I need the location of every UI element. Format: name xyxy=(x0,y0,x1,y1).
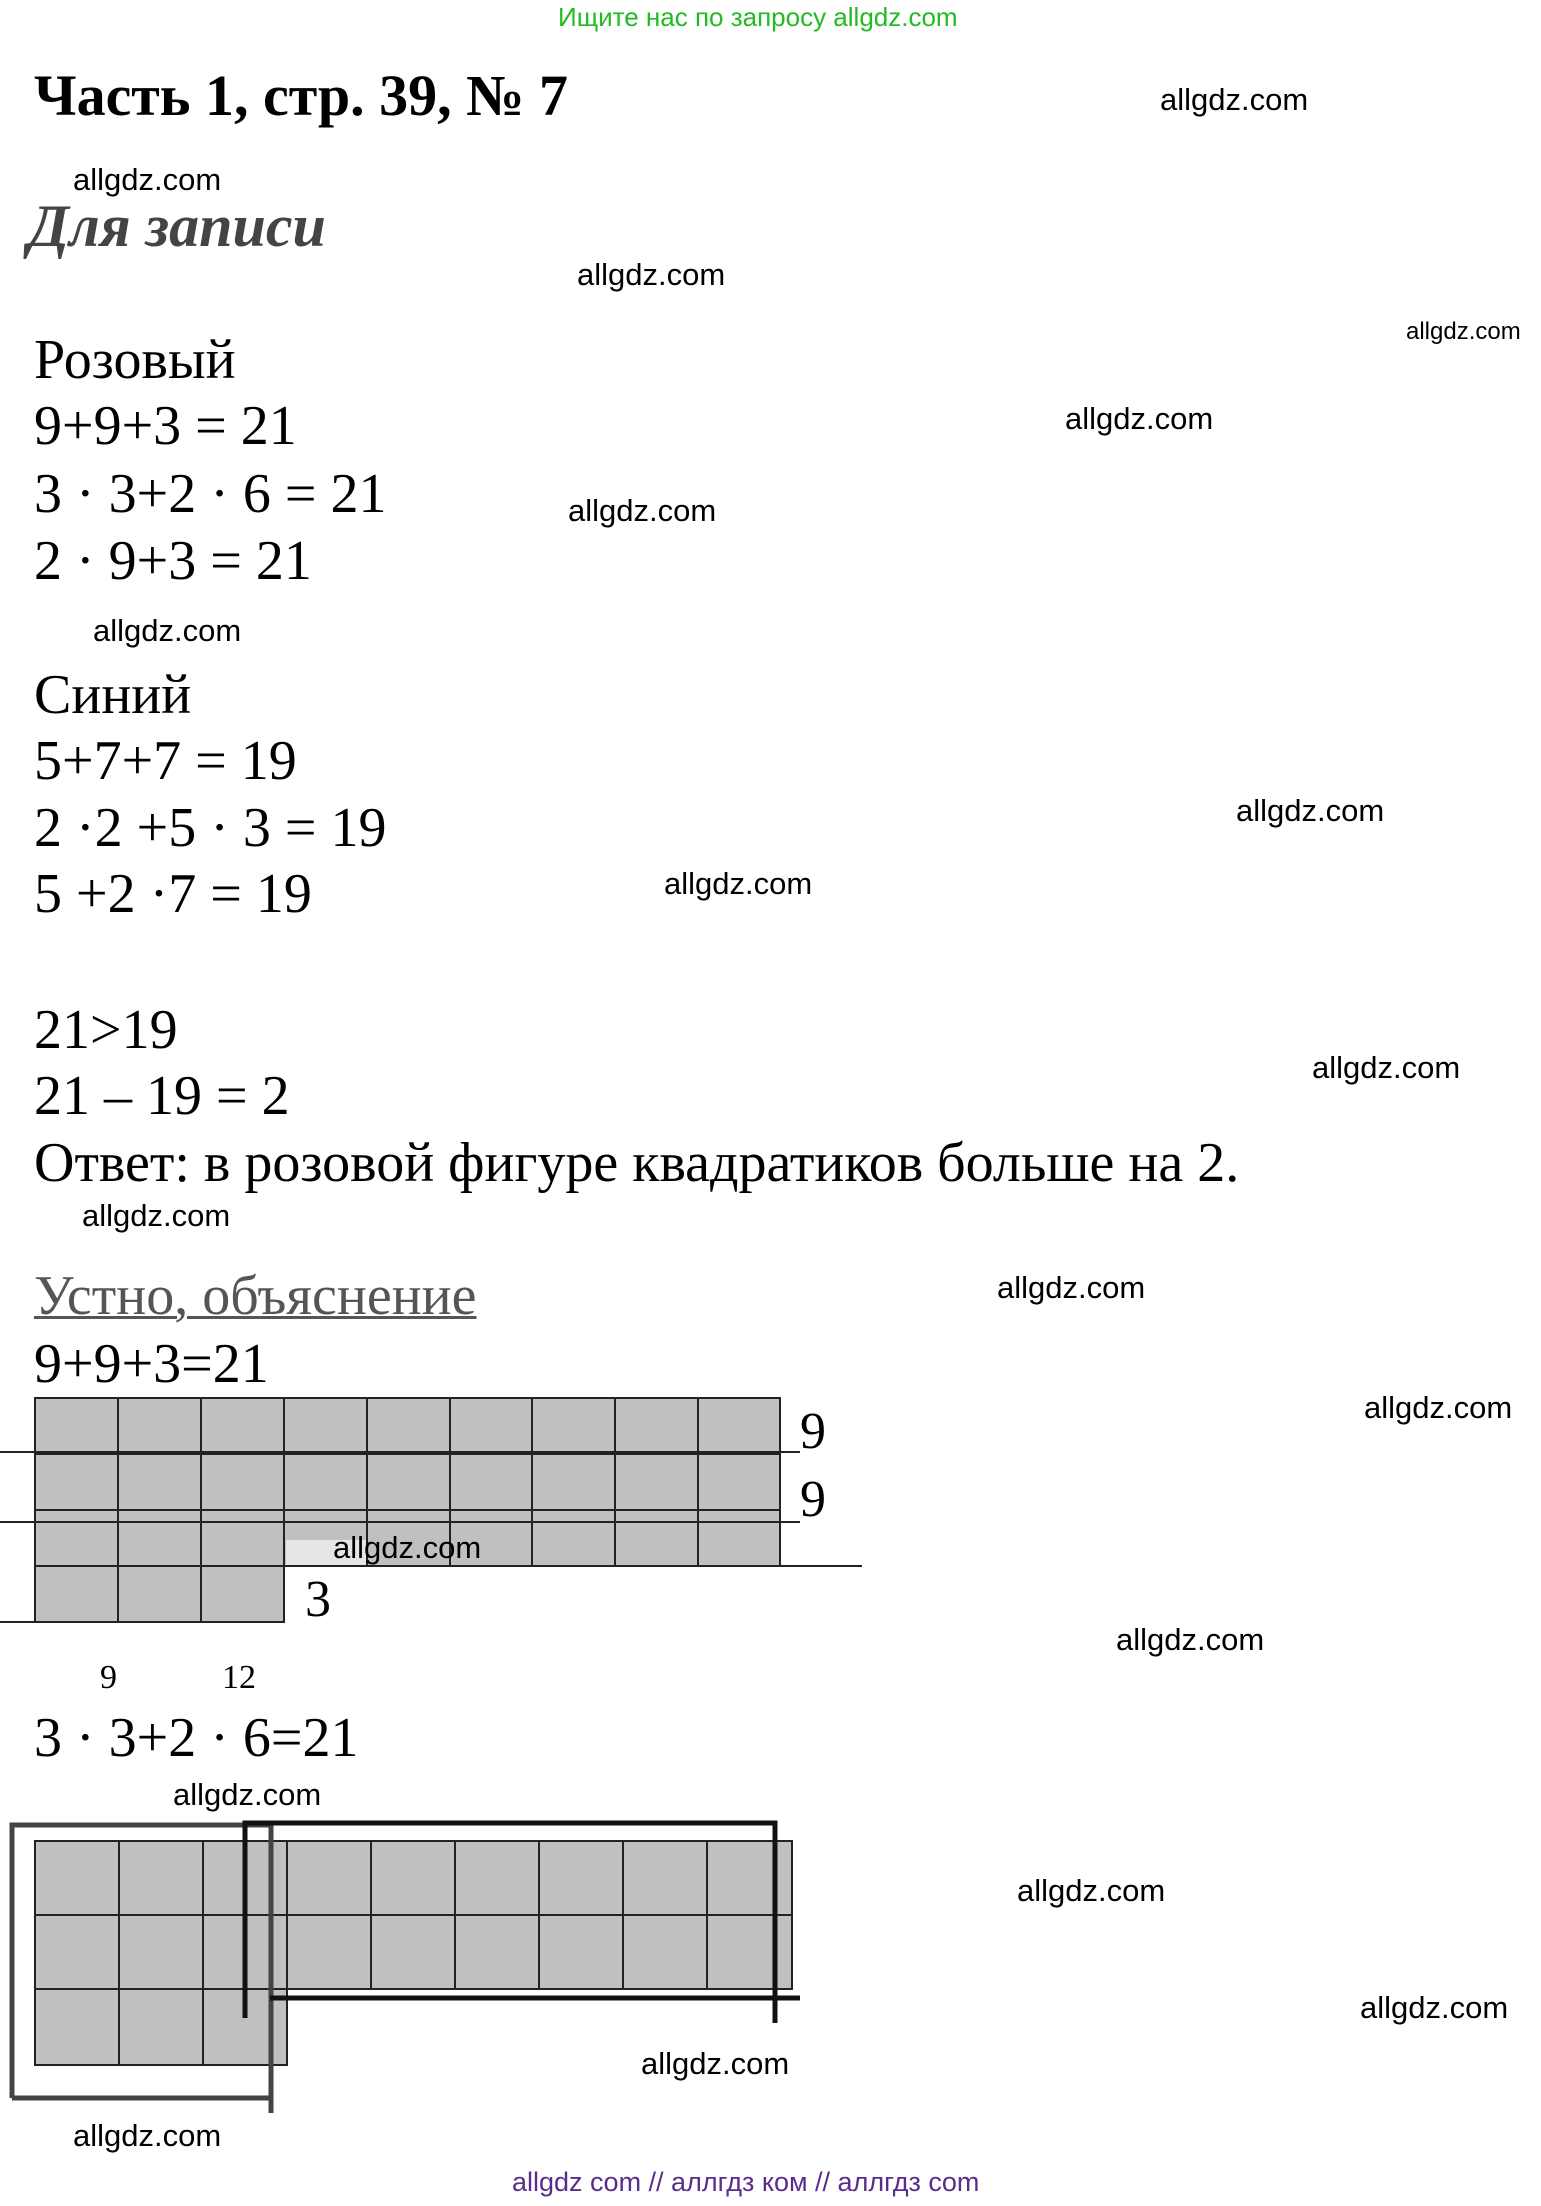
grid1-row-2 xyxy=(35,1454,780,1510)
blue-line-1: 5+7+7 = 19 xyxy=(34,730,297,792)
oral-equation-2: 3 · 3+2 · 6=21 xyxy=(34,1707,359,1769)
pink-line-3: 2 · 9+3 = 21 xyxy=(34,530,312,592)
grid1-label-9a: 9 xyxy=(800,1403,826,1460)
grid2-bottom-block xyxy=(35,1989,287,2065)
top-banner[interactable]: Ищите нас по запросу allgdz.com xyxy=(558,2,958,32)
watermark: allgdz.com xyxy=(1017,1873,1166,1908)
watermark: allgdz.com xyxy=(173,1777,322,1812)
watermark: allgdz.com xyxy=(333,1530,482,1565)
pink-line-1: 9+9+3 = 21 xyxy=(34,395,297,457)
pink-heading: Розовый xyxy=(34,329,236,391)
oral-equation-1: 9+9+3=21 xyxy=(34,1333,269,1395)
grid1-label-3: 3 xyxy=(305,1571,331,1628)
watermark: allgdz.com xyxy=(1360,1990,1509,2025)
comparison-line-2: 21 – 19 = 2 xyxy=(34,1065,290,1127)
watermark: allgdz.com xyxy=(1312,1050,1461,1085)
grid1-label-9b: 9 xyxy=(800,1471,826,1528)
answer-line: Ответ: в розовой фигуре квадратиков больше на 2. xyxy=(34,1132,1240,1194)
watermark: allgdz.com xyxy=(1160,82,1309,117)
watermark: allgdz.com xyxy=(664,866,813,901)
section-heading-oral: Устно, объяснение xyxy=(34,1265,477,1327)
watermark: allgdz.com xyxy=(1236,793,1385,828)
watermark: allgdz.com xyxy=(577,257,726,292)
watermark: allgdz.com xyxy=(93,613,242,648)
watermark: allgdz.com xyxy=(1065,401,1214,436)
footer-links[interactable]: allgdz com // аллгдз ком // аллгдз com xyxy=(512,2167,980,2197)
grid1-row-4 xyxy=(35,1566,284,1622)
blue-line-3: 5 +2 ·7 = 19 xyxy=(34,863,312,925)
page-title: Часть 1, стр. 39, № 7 xyxy=(34,63,568,128)
watermark: allgdz.com xyxy=(997,1270,1146,1305)
watermark: allgdz.com xyxy=(82,1198,231,1233)
pink-line-2: 3 · 3+2 · 6 = 21 xyxy=(34,463,387,525)
blue-line-2: 2 ·2 +5 · 3 = 19 xyxy=(34,797,387,859)
comparison-line-1: 21>19 xyxy=(34,999,178,1061)
watermark: allgdz.com xyxy=(1364,1390,1513,1425)
watermark: allgdz.com xyxy=(73,162,222,197)
watermark: allgdz.com xyxy=(641,2046,790,2081)
watermark: allgdz.com xyxy=(1406,318,1521,345)
blue-heading: Синий xyxy=(34,664,192,726)
grid1-row-1 xyxy=(35,1398,780,1454)
watermark: allgdz.com xyxy=(1116,1622,1265,1657)
watermark: allgdz.com xyxy=(568,493,717,528)
grid1-bottom-12: 12 xyxy=(222,1659,256,1696)
section-heading-written: Для записи xyxy=(28,193,326,259)
watermark: allgdz.com xyxy=(73,2118,222,2153)
grid1-bottom-9: 9 xyxy=(100,1659,117,1696)
